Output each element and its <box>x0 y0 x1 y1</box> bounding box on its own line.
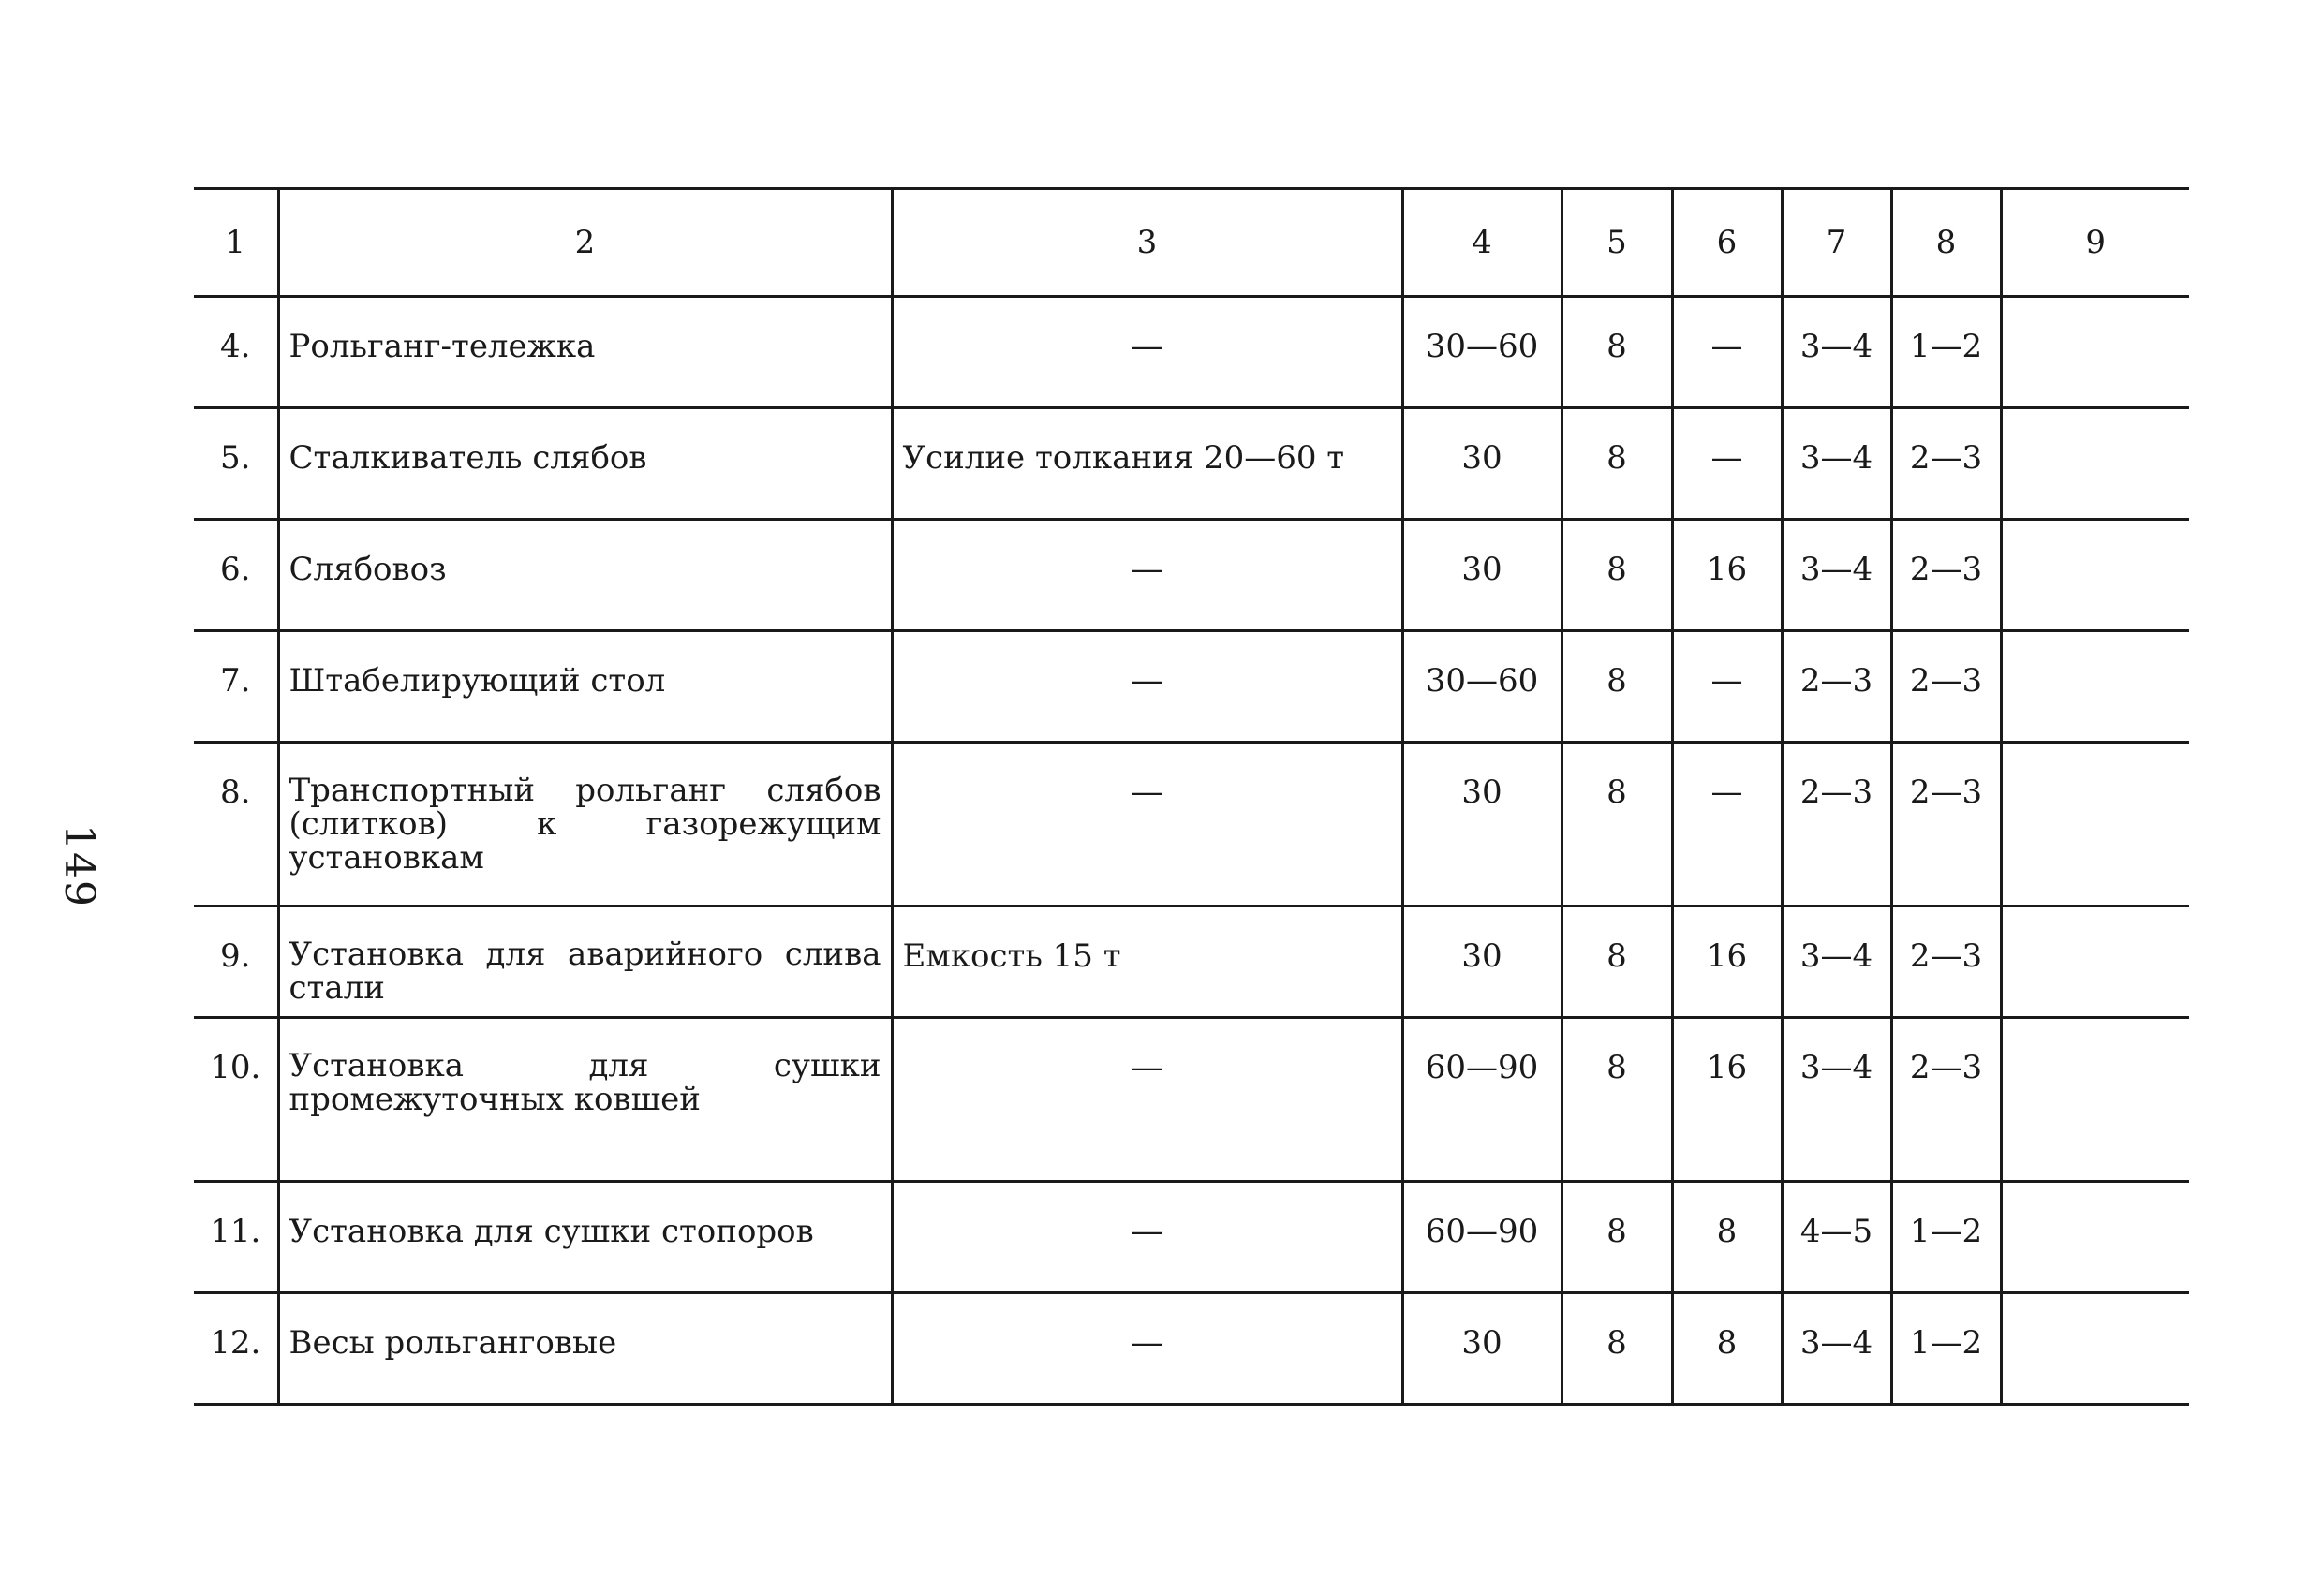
equipment-name: Весы рольганговые <box>278 1293 892 1405</box>
cell-col4: 60—90 <box>1402 1182 1562 1293</box>
cell-col9 <box>2001 907 2189 1018</box>
cell-col6: — <box>1672 743 1782 907</box>
cell-col8: 2—3 <box>1891 743 2001 907</box>
cell-col7: 4—5 <box>1782 1182 1891 1293</box>
characteristic: Емкость 15 т <box>892 907 1402 1018</box>
row-number: 8. <box>194 743 278 907</box>
cell-col5: 8 <box>1562 1293 1672 1405</box>
cell-col5: 8 <box>1562 1018 1672 1182</box>
cell-col4: 30 <box>1402 743 1562 907</box>
equipment-name: Транспортный рольганг слябов (слитков) к газорежущим установкам <box>278 743 892 907</box>
cell-col9 <box>2001 408 2189 520</box>
cell-col4: 60—90 <box>1402 1018 1562 1182</box>
cell-col4: 30 <box>1402 1293 1562 1405</box>
cell-col7: 3—4 <box>1782 1293 1891 1405</box>
page-number: 149 <box>55 824 103 908</box>
equipment-name: Сталкиватель слябов <box>278 408 892 520</box>
cell-col6: 16 <box>1672 907 1782 1018</box>
cell-col7: 2—3 <box>1782 743 1891 907</box>
column-header: 5 <box>1562 189 1672 297</box>
column-header: 4 <box>1402 189 1562 297</box>
row-number: 10. <box>194 1018 278 1182</box>
row-number: 5. <box>194 408 278 520</box>
column-header: 2 <box>278 189 892 297</box>
cell-col9 <box>2001 520 2189 631</box>
row-number: 6. <box>194 520 278 631</box>
column-header: 3 <box>892 189 1402 297</box>
equipment-name: Штабелирующий стол <box>278 631 892 743</box>
characteristic: — <box>892 1182 1402 1293</box>
cell-col6: 8 <box>1672 1293 1782 1405</box>
table-row <box>194 1182 2189 1293</box>
cell-col5: 8 <box>1562 743 1672 907</box>
table-header-row <box>194 189 2189 297</box>
cell-col9 <box>2001 631 2189 743</box>
table-row <box>194 631 2189 743</box>
table-row <box>194 520 2189 631</box>
column-header: 6 <box>1672 189 1782 297</box>
equipment-name: Установка для сушки стопоров <box>278 1182 892 1293</box>
cell-col7: 3—4 <box>1782 297 1891 408</box>
characteristic: — <box>892 743 1402 907</box>
cell-col9 <box>2001 1293 2189 1405</box>
characteristic: — <box>892 297 1402 408</box>
cell-col8: 2—3 <box>1891 1018 2001 1182</box>
cell-col8: 1—2 <box>1891 1182 2001 1293</box>
cell-col6: — <box>1672 631 1782 743</box>
cell-col8: 1—2 <box>1891 1293 2001 1405</box>
cell-col7: 3—4 <box>1782 520 1891 631</box>
cell-col6: 16 <box>1672 520 1782 631</box>
cell-col6: 16 <box>1672 1018 1782 1182</box>
characteristic: — <box>892 1293 1402 1405</box>
cell-col5: 8 <box>1562 408 1672 520</box>
cell-col8: 2—3 <box>1891 907 2001 1018</box>
cell-col7: 3—4 <box>1782 408 1891 520</box>
equipment-name: Слябовоз <box>278 520 892 631</box>
column-header: 1 <box>194 189 278 297</box>
cell-col7: 3—4 <box>1782 1018 1891 1182</box>
cell-col5: 8 <box>1562 520 1672 631</box>
cell-col9 <box>2001 297 2189 408</box>
row-number: 11. <box>194 1182 278 1293</box>
cell-col9 <box>2001 1182 2189 1293</box>
cell-col6: — <box>1672 297 1782 408</box>
cell-col8: 2—3 <box>1891 408 2001 520</box>
cell-col9 <box>2001 743 2189 907</box>
cell-col4: 30 <box>1402 520 1562 631</box>
characteristic: — <box>892 520 1402 631</box>
row-number: 12. <box>194 1293 278 1405</box>
cell-col5: 8 <box>1562 907 1672 1018</box>
table-row <box>194 408 2189 520</box>
characteristic: Усилие толкания 20—60 т <box>892 408 1402 520</box>
cell-col4: 30 <box>1402 907 1562 1018</box>
characteristic: — <box>892 631 1402 743</box>
column-header: 8 <box>1891 189 2001 297</box>
table-row <box>194 907 2189 1018</box>
cell-col8: 2—3 <box>1891 520 2001 631</box>
characteristic: — <box>892 1018 1402 1182</box>
row-number: 9. <box>194 907 278 1018</box>
cell-col4: 30—60 <box>1402 297 1562 408</box>
cell-col4: 30 <box>1402 408 1562 520</box>
cell-col5: 8 <box>1562 631 1672 743</box>
cell-col6: — <box>1672 408 1782 520</box>
cell-col5: 8 <box>1562 297 1672 408</box>
cell-col9 <box>2001 1018 2189 1182</box>
cell-col7: 2—3 <box>1782 631 1891 743</box>
equipment-table <box>194 187 2189 1406</box>
cell-col7: 3—4 <box>1782 907 1891 1018</box>
table-row <box>194 1293 2189 1405</box>
cell-col8: 2—3 <box>1891 631 2001 743</box>
cell-col6: 8 <box>1672 1182 1782 1293</box>
cell-col8: 1—2 <box>1891 297 2001 408</box>
table-row <box>194 1018 2189 1182</box>
equipment-name: Рольганг-тележка <box>278 297 892 408</box>
equipment-name: Установка для сушки промежуточных ковшей <box>278 1018 892 1182</box>
table-row <box>194 743 2189 907</box>
cell-col4: 30—60 <box>1402 631 1562 743</box>
column-header: 9 <box>2001 189 2189 297</box>
cell-col5: 8 <box>1562 1182 1672 1293</box>
equipment-name: Установка для аварийного слива стали <box>278 907 892 1018</box>
row-number: 7. <box>194 631 278 743</box>
row-number: 4. <box>194 297 278 408</box>
column-header: 7 <box>1782 189 1891 297</box>
table-row <box>194 297 2189 408</box>
